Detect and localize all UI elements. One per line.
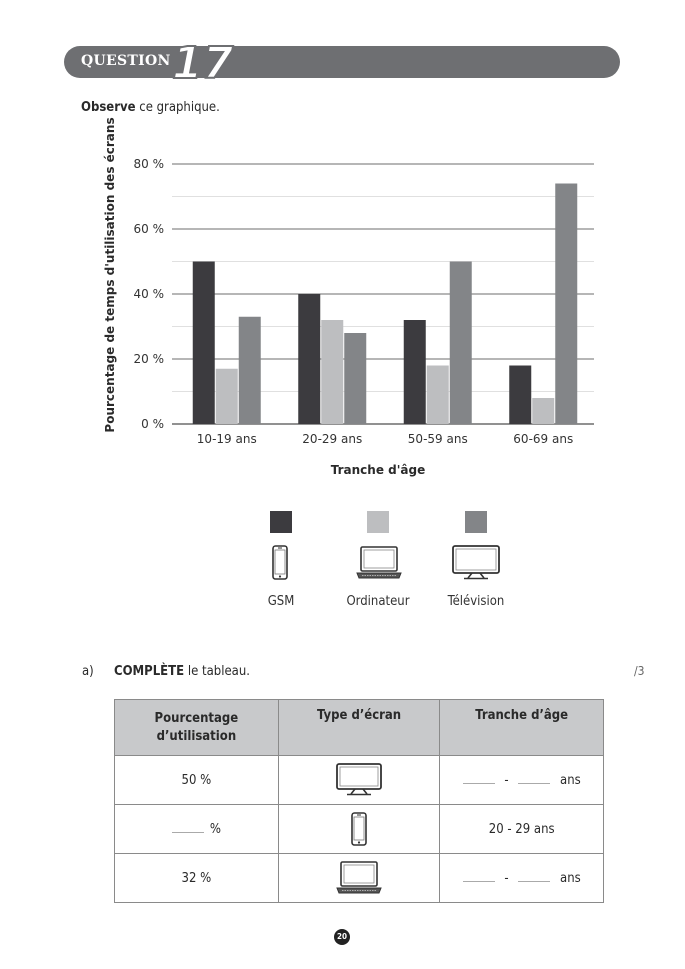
y-axis-label: Pourcentage de temps d'utilisation des écrans	[103, 117, 117, 433]
age-blank-start[interactable]	[463, 782, 495, 784]
bar-ordinateur-2	[321, 320, 343, 424]
question-label: QUESTION	[81, 53, 171, 69]
question-a-text	[114, 664, 250, 679]
bar-tlvision-3	[450, 262, 472, 425]
tv-icon	[452, 545, 500, 581]
chart-bars	[193, 184, 578, 425]
row3-percentage: 32 %	[115, 854, 279, 903]
row1-screen	[278, 756, 440, 805]
x-axis-label: Tranche d'âge	[330, 463, 426, 477]
answer-table	[114, 699, 604, 903]
age-blank-end[interactable]	[518, 782, 550, 784]
age-blank-end[interactable]	[518, 880, 550, 882]
bar-gsm-3	[404, 320, 426, 424]
y-tick-labels	[134, 157, 165, 431]
page-number: 20	[334, 929, 350, 945]
row2-percentage[interactable]	[115, 805, 279, 854]
legend-swatch-ordinateur	[367, 511, 389, 533]
row3-age[interactable]	[440, 854, 604, 903]
bar-gsm-4	[509, 366, 531, 425]
bar-ordinateur-1	[216, 369, 238, 424]
laptop-icon	[356, 545, 402, 581]
question-a-rest: le tableau.	[184, 664, 250, 679]
y-tick-label: 0 %	[141, 417, 164, 431]
row3-screen	[278, 854, 440, 903]
legend-label-gsm: GSM	[267, 594, 295, 609]
legend-label-television: Télévision	[447, 594, 505, 609]
table-header-age-range: Tranche d’âge	[440, 700, 604, 756]
y-tick-label: 80 %	[133, 157, 164, 171]
bar-gsm-1	[193, 262, 215, 425]
question-number-text: 17	[172, 38, 234, 89]
table-row	[115, 756, 604, 805]
legend-swatch-gsm	[270, 511, 292, 533]
table-header-screen-type: Type d’écran	[278, 700, 440, 756]
legend-swatch-television	[465, 511, 487, 533]
table-row	[115, 854, 604, 903]
bar-tlvision-2	[344, 333, 366, 424]
age-separator: -	[504, 870, 509, 886]
row1-percentage: 50 %	[115, 756, 279, 805]
instruction	[81, 100, 220, 115]
age-unit: ans	[560, 772, 581, 788]
table-row	[115, 805, 604, 854]
smartphone-icon	[350, 812, 368, 846]
legend-label-ordinateur: Ordinateur	[346, 594, 410, 609]
x-tick-label: 60-69 ans	[513, 432, 574, 446]
bar-ordinateur-4	[532, 398, 554, 424]
tv-icon	[336, 763, 382, 797]
bar-gsm-2	[298, 294, 320, 424]
row2-age: 20 - 29 ans	[440, 805, 604, 854]
x-tick-labels	[197, 432, 573, 446]
smartphone-icon	[271, 545, 289, 581]
question-a-letter: a)	[82, 664, 94, 679]
bar-tlvision-1	[239, 317, 261, 424]
bar-ordinateur-3	[427, 366, 449, 425]
x-tick-label: 10-19 ans	[196, 432, 257, 446]
x-tick-label: 50-59 ans	[407, 432, 468, 446]
y-tick-label: 60 %	[133, 222, 164, 236]
age-unit: ans	[560, 870, 581, 886]
y-tick-label: 40 %	[133, 287, 164, 301]
instruction-rest: ce graphique.	[135, 100, 220, 115]
question-a-bold: COMPLÈTE	[114, 664, 185, 679]
percent-suffix: %	[209, 821, 221, 837]
instruction-bold: Observe	[81, 100, 136, 115]
question-number	[168, 34, 234, 89]
y-tick-label: 20 %	[133, 352, 164, 366]
table-header-percentage: Pourcentage d’utilisation	[115, 700, 279, 756]
bar-chart	[100, 117, 600, 485]
table-header-row	[115, 700, 604, 756]
row2-screen	[278, 805, 440, 854]
row1-age[interactable]	[440, 756, 604, 805]
age-blank-start[interactable]	[463, 880, 495, 882]
question-a-score: /3	[634, 664, 645, 678]
age-separator: -	[504, 772, 509, 788]
bar-tlvision-4	[555, 184, 577, 425]
x-tick-label: 20-29 ans	[302, 432, 363, 446]
laptop-icon	[336, 861, 382, 895]
percent-blank[interactable]	[172, 831, 204, 833]
